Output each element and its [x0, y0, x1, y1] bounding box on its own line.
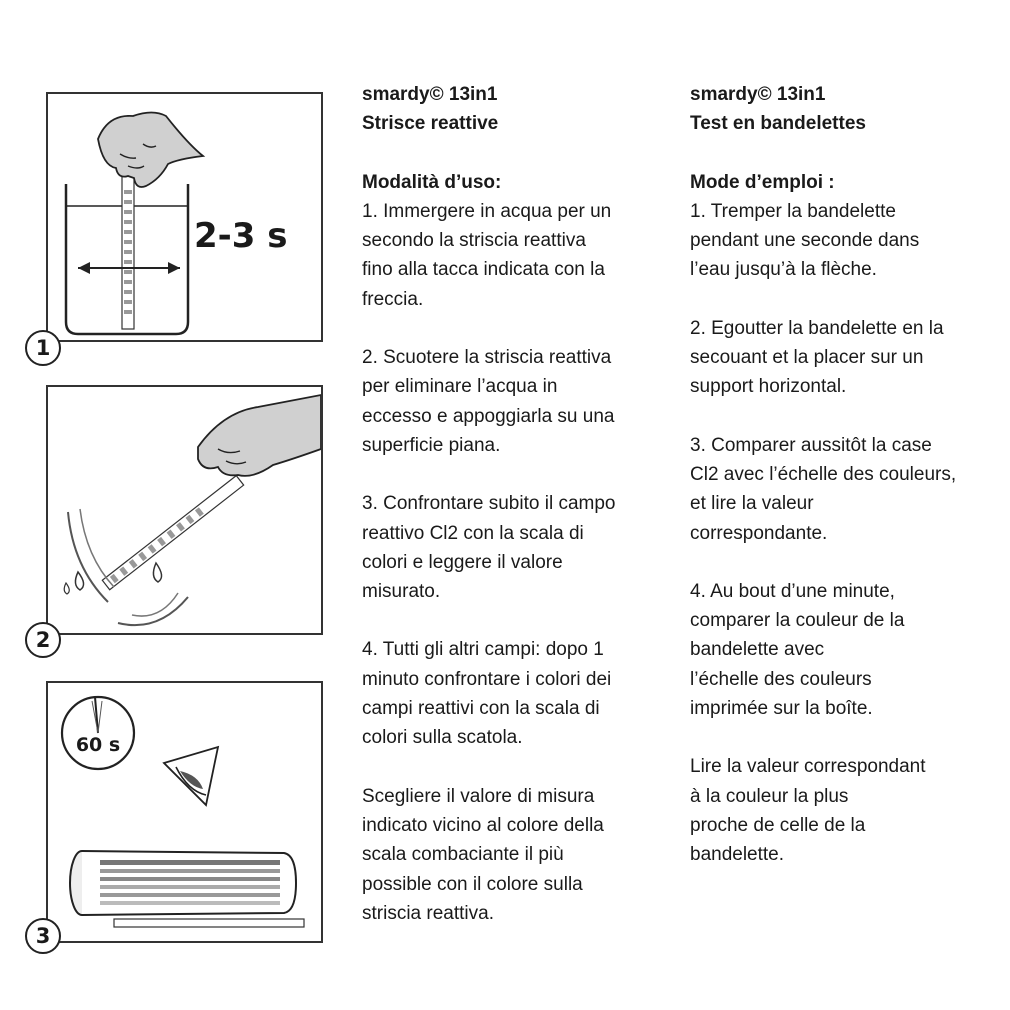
step-line: colori e leggere il valore	[362, 551, 563, 573]
note-line: scala combaciante il più	[362, 844, 564, 866]
step-line: 4. Au bout d’une minute,	[690, 580, 895, 602]
note-line: proche de celle de la	[690, 814, 866, 836]
step-line: 4. Tutti gli altri campi: dopo 1	[362, 639, 604, 661]
step-line: comparer la couleur de la	[690, 610, 905, 632]
step-line: 3. Confrontare subito il campo	[362, 493, 616, 515]
brand-title: smardy© 13in1	[362, 84, 498, 105]
step-line: imprimée sur la boîte.	[690, 698, 873, 720]
note-line: bandelette.	[690, 844, 785, 866]
step-line: pendant une seconde dans	[690, 230, 920, 252]
step-number-badge: 2	[25, 622, 61, 658]
step-line: 2. Scuotere la striscia reattiva	[362, 347, 612, 369]
step-line: correspondante.	[690, 522, 828, 544]
note-line: à la couleur la plus	[690, 785, 849, 807]
step-line: Cl2 avec l’échelle des couleurs,	[690, 463, 957, 485]
step-line: eccesso e appoggiarla su una	[362, 405, 615, 427]
french-instructions	[690, 80, 1000, 870]
italian-instructions	[362, 80, 672, 928]
step-line: per eliminare l’acqua in	[362, 376, 558, 398]
step-line: reattivo Cl2 con la scala di	[362, 522, 584, 544]
step2-illustration	[46, 385, 323, 635]
note-line: possible con il colore sulla	[362, 873, 583, 895]
note-line: Lire la valeur correspondant	[690, 756, 926, 778]
step-number-badge: 1	[25, 330, 61, 366]
step-line: superficie piana.	[362, 434, 501, 456]
step-line: freccia.	[362, 288, 424, 310]
step-line: et lire la valeur	[690, 493, 814, 515]
step-line: l’eau jusqu’à la flèche.	[690, 259, 877, 281]
note-line: indicato vicino al colore della	[362, 814, 604, 836]
step-line: secondo la striscia reattiva	[362, 230, 586, 252]
step-line: 2. Egoutter la bandelette en la	[690, 317, 944, 339]
step-line: support horizontal.	[690, 376, 847, 398]
section-heading: Mode d’emploi :	[690, 171, 835, 193]
step-line: 1. Immergere in acqua per un	[362, 200, 612, 222]
step-line: colori sulla scatola.	[362, 727, 523, 749]
timer-label: 60 s	[75, 734, 121, 756]
note-line: striscia reattiva.	[362, 902, 494, 924]
brand-title: smardy© 13in1	[690, 84, 826, 105]
step-line: secouant et la placer sur un	[690, 347, 924, 369]
step1-illustration	[46, 92, 323, 342]
shake-strip-drawing	[48, 387, 321, 633]
step-line: bandelette avec	[690, 639, 825, 661]
step-line: fino alla tacca indicata con la	[362, 259, 605, 281]
step-number-badge: 3	[25, 918, 61, 954]
subtitle: Strisce reattive	[362, 113, 499, 135]
step-line: campi reattivi con la scala di	[362, 698, 600, 720]
step-line: 1. Tremper la bandelette	[690, 200, 896, 222]
step3-illustration	[46, 681, 323, 943]
duration-label: 2-3 s	[194, 216, 288, 256]
section-heading: Modalità d’uso:	[362, 171, 502, 193]
step-line: 3. Comparer aussitôt la case	[690, 434, 932, 456]
step-line: l’échelle des couleurs	[690, 668, 872, 690]
step-line: minuto confrontare i colori dei	[362, 668, 612, 690]
subtitle: Test en bandelettes	[690, 113, 866, 135]
step-line: misurato.	[362, 581, 441, 603]
compare-colors-drawing	[48, 683, 321, 941]
dip-strip-drawing	[48, 94, 321, 340]
note-line: Scegliere il valore di misura	[362, 785, 595, 807]
